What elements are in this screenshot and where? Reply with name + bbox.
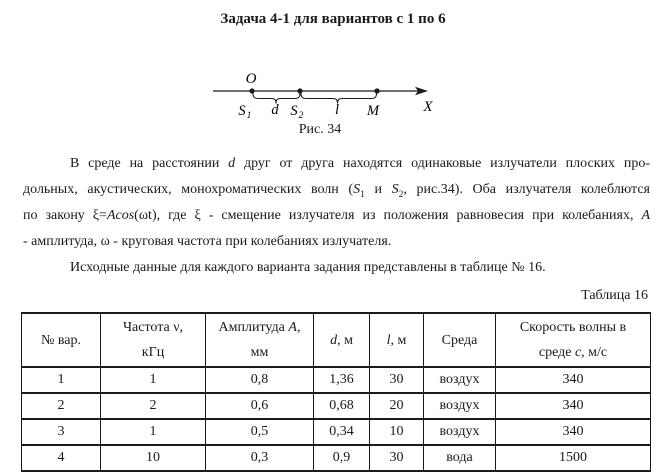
table-cell: вода	[424, 445, 496, 471]
distance-d-label: d	[271, 102, 279, 118]
table-row	[22, 393, 651, 419]
text-line: по закону ξ=Acos(ωt), где ξ - смещение излучателя из положения равновесия при колебаниях, A	[23, 208, 650, 223]
col-header-wave-speed: Скорость волны в среде c, м/с	[496, 313, 651, 367]
text-line: - амплитуда, ω - круговая частота при колебаниях излучателя.	[23, 234, 392, 249]
table-cell: 340	[496, 393, 651, 419]
table-cell: 30	[370, 367, 424, 393]
data-table-16	[21, 312, 651, 472]
table-cell: 0,9	[314, 445, 370, 471]
source2-label: S	[290, 103, 298, 119]
table-cell: воздух	[424, 367, 496, 393]
distance-l-label: l	[334, 102, 340, 118]
table-cell: 3	[22, 419, 101, 445]
table-cell: 1,36	[314, 367, 370, 393]
table-row	[22, 367, 651, 393]
text-line: дольных, акустических, монохроматических волн ($S_1$ и $S_2$, рис.34). Оба излучателя колеблются	[23, 182, 650, 200]
source1-subscript: 1	[246, 111, 252, 120]
text-line: Исходные данные для каждого варианта задания представлены в таблице № 16.	[70, 260, 546, 275]
source1-point	[249, 88, 254, 93]
table-cell: 0,68	[314, 393, 370, 419]
table-cell: 10	[370, 419, 424, 445]
page-title: Задача 4-1 для вариантов с 1 по 6	[220, 11, 446, 27]
origin-label: O	[245, 71, 257, 87]
problem-text	[23, 151, 650, 281]
table-cell: 0,5	[206, 419, 314, 445]
col-header-l: l, м	[370, 313, 424, 367]
text-line: В среде на расстоянии d друг от друга находятся одинаковые излучатели плоских про-	[70, 156, 650, 171]
source2-subscript: 2	[298, 111, 304, 120]
table-cell: 0,6	[206, 393, 314, 419]
x-axis-label: X	[423, 99, 433, 115]
table-cell: воздух	[424, 393, 496, 419]
table-cell: 10	[101, 445, 206, 471]
table-cell: 340	[496, 367, 651, 393]
table-cell: воздух	[424, 419, 496, 445]
figure-diagram	[195, 62, 445, 120]
col-header-frequency: Частота ν, кГц	[101, 313, 206, 367]
table-body	[22, 367, 651, 471]
table-row	[22, 445, 651, 471]
table-cell: 1	[22, 367, 101, 393]
table-cell: 2	[22, 393, 101, 419]
table-cell: 30	[370, 445, 424, 471]
table-header-row	[22, 313, 651, 367]
table-cell: 0,8	[206, 367, 314, 393]
table-cell: 1500	[496, 445, 651, 471]
table-label: Таблица 16	[581, 288, 648, 303]
table-row	[22, 419, 651, 445]
table-cell: 340	[496, 419, 651, 445]
table-cell: 0,3	[206, 445, 314, 471]
table-header	[22, 313, 651, 367]
table-cell: 0,34	[314, 419, 370, 445]
col-header-d: d, м	[314, 313, 370, 367]
point-m-label: M	[366, 103, 380, 119]
figure-34	[195, 62, 445, 138]
source2-point	[297, 88, 302, 93]
col-header-variant: № вар.	[22, 313, 101, 367]
table-cell: 1	[101, 367, 206, 393]
source1-label: S	[238, 103, 246, 119]
table-cell: 4	[22, 445, 101, 471]
table-cell: 1	[101, 419, 206, 445]
table-cell: 2	[101, 393, 206, 419]
table-cell: 20	[370, 393, 424, 419]
point-m-marker	[374, 88, 379, 93]
col-header-medium: Среда	[424, 313, 496, 367]
col-header-amplitude: Амплитуда A, мм	[206, 313, 314, 367]
figure-caption: Рис. 34	[298, 122, 342, 137]
